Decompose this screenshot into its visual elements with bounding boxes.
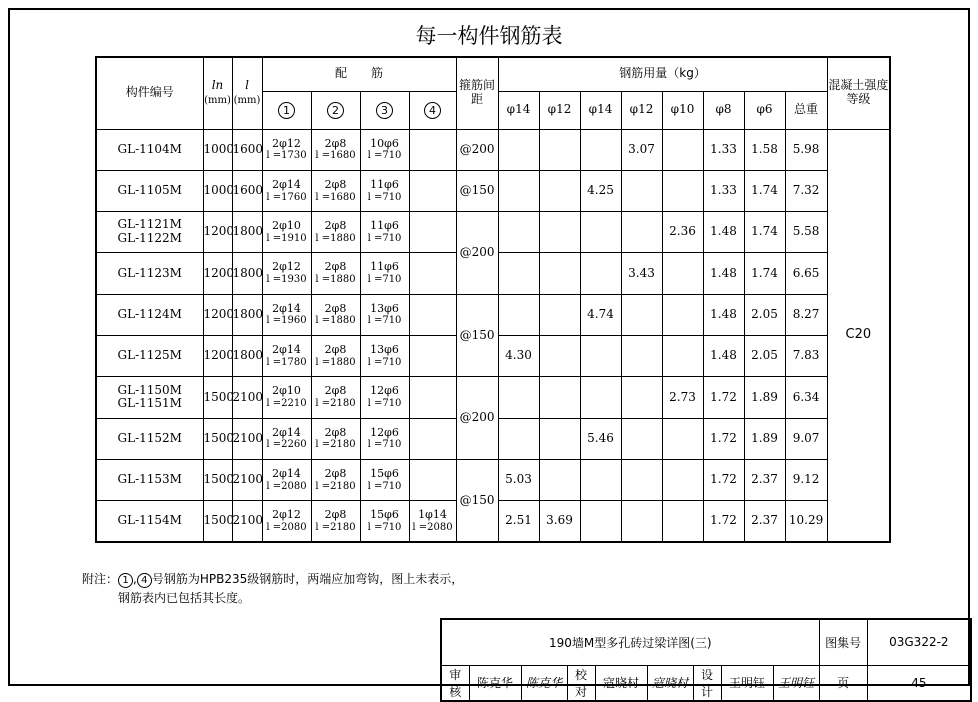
drawing-title: 190墙M型多孔砖过梁详图(三): [441, 619, 819, 665]
rebar-length: l =2180: [315, 480, 356, 492]
cell-usage: 6.65: [785, 253, 827, 294]
cell-usage: 1.89: [744, 377, 785, 418]
cell-rebar-2: [311, 212, 360, 253]
rebar-spec: 15φ6: [370, 508, 399, 522]
cell-usage: 2.37: [744, 501, 785, 542]
check-label: 校对: [567, 665, 595, 701]
rebar-num-3: 3: [360, 91, 409, 129]
cell-usage: 7.83: [785, 335, 827, 376]
cell-ln: 1200: [203, 212, 232, 253]
cell-rebar-1: [262, 212, 311, 253]
cell-l: 1800: [232, 335, 262, 376]
cell-usage: 1.74: [744, 253, 785, 294]
rebar-spec: 13φ6: [370, 301, 399, 315]
rebar-num-2: 2: [311, 91, 360, 129]
cell-usage: [539, 170, 580, 211]
cell-usage: [580, 129, 621, 170]
cell-usage: [621, 418, 662, 459]
cell-stirrup: @200: [456, 129, 498, 170]
rebar-length: l =710: [367, 398, 402, 409]
rebar-spec: 15φ6: [370, 466, 399, 480]
cell-usage: [498, 212, 539, 253]
rebar-length: l =1880: [315, 356, 356, 368]
footnote-text-1: 号钢筋为HPB235级钢筋时，两端应加弯钩，图上未表示，: [151, 572, 464, 586]
rebar-table: [95, 56, 891, 543]
rebar-spec: 2φ8: [324, 260, 347, 274]
cell-usage: [539, 459, 580, 500]
cell-usage: [662, 335, 703, 376]
header-ln-symbol: ln: [211, 78, 224, 93]
cell-usage: 1.89: [744, 418, 785, 459]
cell-usage: [621, 377, 662, 418]
cell-usage: [662, 294, 703, 335]
cell-rebar-4: [409, 377, 456, 418]
rebar-num-1: 1: [262, 91, 311, 129]
usage-col: φ14: [580, 91, 621, 129]
rebar-spec: 2φ14: [272, 466, 301, 480]
rebar-spec: 2φ8: [324, 508, 347, 522]
cell-usage: [498, 377, 539, 418]
cell-usage: [539, 129, 580, 170]
cell-usage: [580, 253, 621, 294]
table-row: [96, 377, 890, 418]
cell-l: 1600: [232, 170, 262, 211]
rebar-spec: 11φ6: [370, 260, 399, 274]
header-rebar: 配 筋: [262, 57, 456, 91]
cell-usage: [662, 253, 703, 294]
cell-usage: 1.33: [703, 129, 744, 170]
cell-member-id: [96, 294, 203, 335]
rebar-length: l =710: [367, 191, 402, 203]
rebar-spec: 2φ8: [324, 343, 347, 357]
cell-l: 1800: [232, 212, 262, 253]
page-label: 页: [819, 665, 867, 701]
rebar-spec: 12φ6: [370, 425, 399, 439]
cell-usage: 1.58: [744, 129, 785, 170]
rebar-length: l =1730: [266, 150, 307, 162]
cell-rebar-1: [262, 294, 311, 335]
cell-usage: [662, 170, 703, 211]
cell-rebar-2: [311, 129, 360, 170]
rebar-length: l =710: [367, 232, 402, 244]
member-id-text: GL-1154M: [117, 513, 182, 528]
usage-col-total: 总重: [785, 91, 827, 129]
rebar-length: l =2080: [412, 521, 453, 533]
cell-usage: [498, 253, 539, 294]
cell-usage: [662, 459, 703, 500]
cell-usage: 1.48: [703, 212, 744, 253]
rebar-spec: 2φ8: [324, 425, 347, 439]
cell-rebar-1: [262, 335, 311, 376]
cell-member-id: [96, 501, 203, 542]
cell-usage: 1.33: [703, 170, 744, 211]
rebar-spec: 2φ8: [324, 301, 347, 315]
rebar-length: l =1680: [315, 150, 356, 162]
cell-rebar-3: [360, 459, 409, 500]
cell-usage: 5.58: [785, 212, 827, 253]
cell-usage: [580, 335, 621, 376]
cell-rebar-2: [311, 170, 360, 211]
cell-member-id: [96, 418, 203, 459]
member-id-text: GL-1152M: [117, 430, 182, 445]
cell-usage: [539, 253, 580, 294]
cell-ln: 1500: [203, 501, 232, 542]
cell-rebar-3: [360, 253, 409, 294]
title-block: [440, 618, 972, 702]
designer-name: 王明钰: [721, 665, 773, 701]
header-stirrup: 箍筋间距: [456, 57, 498, 129]
usage-col: φ10: [662, 91, 703, 129]
rebar-length: l =1760: [266, 191, 307, 203]
cell-rebar-3: [360, 170, 409, 211]
cell-usage: 2.73: [662, 377, 703, 418]
header-ln-unit: (mm): [204, 95, 231, 107]
cell-l: 2100: [232, 377, 262, 418]
checker-name: 寇晓村: [595, 665, 647, 701]
rebar-num-4: 4: [409, 91, 456, 129]
cell-usage: 5.46: [580, 418, 621, 459]
rebar-length: l =710: [367, 274, 402, 286]
cell-rebar-1: [262, 459, 311, 500]
member-id-text: GL-1153M: [117, 472, 182, 487]
cell-member-id: [96, 129, 203, 170]
rebar-spec: 1φ14: [418, 508, 447, 522]
rebar-length: l =710: [367, 521, 402, 533]
cell-usage: 4.25: [580, 170, 621, 211]
cell-ln: 1500: [203, 459, 232, 500]
rebar-length: l =1960: [266, 315, 307, 327]
cell-usage: [539, 212, 580, 253]
cell-usage: 2.51: [498, 501, 539, 542]
cell-rebar-4: [409, 170, 456, 211]
cell-usage: [498, 170, 539, 211]
cell-ln: 1000: [203, 170, 232, 211]
table-row: [96, 459, 890, 500]
designer-signature: 王明钰: [773, 665, 819, 701]
rebar-length: l =1780: [266, 356, 307, 368]
header-l-symbol: l: [245, 78, 249, 93]
cell-rebar-4: [409, 129, 456, 170]
cell-stirrup: @200: [456, 212, 498, 295]
cell-usage: [539, 294, 580, 335]
cell-rebar-1: [262, 129, 311, 170]
cell-usage: [580, 459, 621, 500]
rebar-length: l =1930: [266, 274, 307, 286]
cell-usage: 3.07: [621, 129, 662, 170]
member-id-text: GL-1123M: [117, 265, 182, 280]
rebar-spec: 11φ6: [370, 219, 399, 233]
footnote-circle-1: 1: [118, 573, 133, 588]
rebar-spec: 2φ14: [272, 425, 301, 439]
reviewer-signature: 陈克华: [521, 665, 567, 701]
cell-l: 1800: [232, 294, 262, 335]
cell-l: 2100: [232, 459, 262, 500]
rebar-spec: 12φ6: [370, 384, 399, 398]
cell-usage: [621, 170, 662, 211]
rebar-spec: 2φ8: [324, 177, 347, 191]
reviewer-name: 陈克华: [469, 665, 521, 701]
cell-rebar-2: [311, 459, 360, 500]
cell-usage: [580, 377, 621, 418]
cell-usage: 2.05: [744, 294, 785, 335]
rebar-length: l =2180: [315, 521, 356, 533]
table-row: [96, 294, 890, 335]
cell-rebar-4: [409, 418, 456, 459]
rebar-length: l =2080: [266, 480, 307, 492]
cell-rebar-2: [311, 418, 360, 459]
rebar-spec: 2φ8: [324, 384, 347, 398]
cell-usage: 7.32: [785, 170, 827, 211]
cell-member-id: [96, 335, 203, 376]
rebar-length: l =2180: [315, 439, 356, 451]
cell-stirrup: @150: [456, 294, 498, 377]
cell-rebar-4: [409, 501, 456, 542]
cell-l: 1600: [232, 129, 262, 170]
cell-usage: 1.72: [703, 501, 744, 542]
cell-rebar-2: [311, 253, 360, 294]
cell-rebar-2: [311, 335, 360, 376]
usage-col: φ8: [703, 91, 744, 129]
footnote-line-1: 附注： 1 , 4 号钢筋为HPB235级钢筋时，两端应加弯钩，图上未表示，: [82, 572, 464, 586]
cell-rebar-2: [311, 501, 360, 542]
cell-grade: C20: [827, 129, 890, 542]
cell-usage: [498, 129, 539, 170]
cell-usage: [621, 335, 662, 376]
cell-usage: [539, 418, 580, 459]
cell-usage: [539, 335, 580, 376]
cell-usage: 3.69: [539, 501, 580, 542]
rebar-length: l =1880: [315, 274, 356, 286]
cell-usage: [539, 377, 580, 418]
cell-ln: 1200: [203, 253, 232, 294]
cell-usage: [662, 501, 703, 542]
checker-signature: 寇晓村: [647, 665, 693, 701]
cell-stirrup: @150: [456, 459, 498, 542]
member-id-text: GL-1150M: [117, 382, 182, 397]
cell-member-id: [96, 212, 203, 253]
cell-rebar-2: [311, 294, 360, 335]
cell-usage: 1.74: [744, 212, 785, 253]
rebar-spec: 10φ6: [370, 136, 399, 150]
rebar-length: l =1880: [315, 232, 356, 244]
rebar-spec: 2φ8: [324, 136, 347, 150]
rebar-length: l =2080: [266, 521, 307, 533]
header-grade: 混凝土强度等级: [827, 57, 890, 129]
member-id-text: GL-1125M: [117, 348, 182, 363]
cell-rebar-2: [311, 377, 360, 418]
atlas-label: 图集号: [819, 619, 867, 665]
cell-rebar-1: [262, 377, 311, 418]
rebar-length: l =710: [367, 356, 402, 368]
cell-usage: [580, 212, 621, 253]
cell-usage: [621, 294, 662, 335]
rebar-length: l =1910: [266, 232, 307, 244]
cell-l: 2100: [232, 501, 262, 542]
rebar-length: l =710: [367, 439, 402, 451]
cell-usage: 2.37: [744, 459, 785, 500]
footnote-prefix: 附注：: [82, 572, 119, 586]
cell-rebar-3: [360, 294, 409, 335]
cell-usage: 4.74: [580, 294, 621, 335]
cell-rebar-1: [262, 418, 311, 459]
footnote-line-2: 钢筋表内已包括其长度。: [118, 591, 251, 606]
cell-usage: 2.05: [744, 335, 785, 376]
rebar-length: l =1880: [315, 315, 356, 327]
rebar-spec: 2φ14: [272, 301, 301, 315]
cell-usage: 10.29: [785, 501, 827, 542]
cell-usage: 5.98: [785, 129, 827, 170]
rebar-spec: 2φ12: [272, 508, 301, 522]
member-id-text: GL-1104M: [117, 141, 182, 156]
cell-usage: 8.27: [785, 294, 827, 335]
cell-rebar-4: [409, 335, 456, 376]
rebar-spec: 2φ14: [272, 343, 301, 357]
cell-stirrup: @150: [456, 170, 498, 211]
usage-col: φ12: [539, 91, 580, 129]
rebar-spec: 2φ14: [272, 177, 301, 191]
member-id-text: GL-1124M: [117, 306, 182, 321]
cell-usage: 4.30: [498, 335, 539, 376]
cell-usage: 1.72: [703, 418, 744, 459]
cell-l: 1800: [232, 253, 262, 294]
cell-ln: 1500: [203, 418, 232, 459]
cell-member-id: [96, 459, 203, 500]
member-id-text: GL-1105M: [117, 183, 182, 198]
cell-member-id: [96, 377, 203, 418]
header-ln: [203, 57, 232, 129]
usage-col: φ6: [744, 91, 785, 129]
cell-rebar-1: [262, 253, 311, 294]
cell-member-id: [96, 170, 203, 211]
cell-usage: 6.34: [785, 377, 827, 418]
page-number: 45: [867, 665, 971, 701]
rebar-spec: 2φ8: [324, 219, 347, 233]
cell-usage: [621, 212, 662, 253]
cell-rebar-3: [360, 335, 409, 376]
cell-usage: [662, 418, 703, 459]
cell-usage: 9.07: [785, 418, 827, 459]
member-id-text: GL-1122M: [117, 231, 182, 246]
rebar-length: l =710: [367, 150, 402, 162]
cell-ln: 1200: [203, 335, 232, 376]
cell-ln: 1000: [203, 129, 232, 170]
table-row: [96, 170, 890, 211]
cell-usage: 1.72: [703, 377, 744, 418]
review-label: 审核: [441, 665, 469, 701]
rebar-spec: 2φ12: [272, 260, 301, 274]
rebar-spec: 2φ10: [272, 219, 301, 233]
cell-stirrup: @200: [456, 377, 498, 460]
usage-col: φ12: [621, 91, 662, 129]
header-id: 构件编号: [96, 57, 203, 129]
cell-rebar-3: [360, 377, 409, 418]
usage-col: φ14: [498, 91, 539, 129]
cell-usage: 1.48: [703, 335, 744, 376]
table-title: 每一构件钢筋表: [415, 24, 563, 48]
cell-rebar-4: [409, 459, 456, 500]
footnote-circle-4: 4: [137, 573, 152, 588]
cell-usage: 1.48: [703, 253, 744, 294]
rebar-length: l =2180: [315, 398, 356, 409]
table-row: [96, 129, 890, 170]
cell-rebar-4: [409, 294, 456, 335]
header-usage: 钢筋用量（kg）: [498, 57, 827, 91]
cell-usage: 1.74: [744, 170, 785, 211]
member-id-text: GL-1151M: [117, 396, 182, 411]
cell-rebar-4: [409, 253, 456, 294]
cell-usage: [580, 501, 621, 542]
rebar-spec: 11φ6: [370, 177, 399, 191]
cell-l: 2100: [232, 418, 262, 459]
cell-ln: 1200: [203, 294, 232, 335]
cell-usage: 2.36: [662, 212, 703, 253]
rebar-spec: 13φ6: [370, 343, 399, 357]
cell-member-id: [96, 253, 203, 294]
rebar-length: l =2260: [266, 439, 307, 451]
cell-rebar-1: [262, 501, 311, 542]
rebar-spec: 2φ10: [272, 384, 301, 398]
table-row: [96, 212, 890, 253]
rebar-length: l =710: [367, 480, 402, 492]
cell-rebar-1: [262, 170, 311, 211]
cell-usage: 9.12: [785, 459, 827, 500]
rebar-length: l =1680: [315, 191, 356, 203]
cell-usage: [621, 459, 662, 500]
rebar-length: l =2210: [266, 398, 307, 409]
cell-usage: [621, 501, 662, 542]
cell-rebar-3: [360, 212, 409, 253]
footnote: [82, 570, 463, 608]
cell-rebar-3: [360, 418, 409, 459]
cell-usage: 1.72: [703, 459, 744, 500]
cell-usage: [498, 294, 539, 335]
member-id-text: GL-1121M: [117, 217, 182, 232]
cell-usage: 1.48: [703, 294, 744, 335]
cell-usage: 5.03: [498, 459, 539, 500]
table-body: [96, 129, 890, 542]
cell-usage: [498, 418, 539, 459]
rebar-spec: 2φ12: [272, 136, 301, 150]
cell-ln: 1500: [203, 377, 232, 418]
cell-rebar-4: [409, 212, 456, 253]
cell-usage: 3.43: [621, 253, 662, 294]
rebar-length: l =710: [367, 315, 402, 327]
atlas-number: 03G322-2: [867, 619, 971, 665]
cell-rebar-3: [360, 501, 409, 542]
cell-rebar-3: [360, 129, 409, 170]
cell-usage: [662, 129, 703, 170]
rebar-spec: 2φ8: [324, 466, 347, 480]
header-l-unit: (mm): [233, 95, 261, 107]
design-label: 设计: [693, 665, 721, 701]
header-l: [232, 57, 262, 129]
